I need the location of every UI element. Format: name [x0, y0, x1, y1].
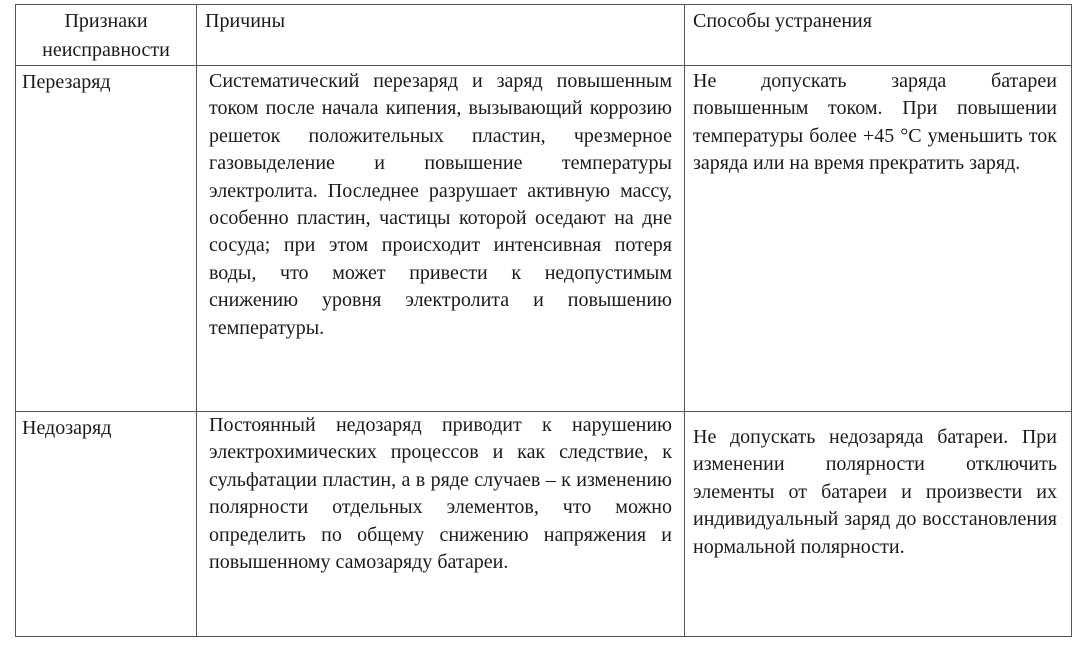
faults-table — [15, 4, 1072, 637]
cause-cell — [197, 412, 685, 637]
fault-cause: Постоянный недозаряд приводит к нарушению электрохимических процессов и как следствие, к сульфатации пластин, а в ряде случаев – к изменению полярности отдельных элементов, что можно определить по общему снижению напряжения и повышенному самозаряду батареи. — [209, 414, 672, 574]
table-row — [16, 412, 1072, 637]
table-header-row — [16, 5, 1072, 66]
header-remedies: Способы устранения — [693, 10, 872, 32]
table-row — [16, 66, 1072, 412]
fault-sign: Перезаряд — [22, 71, 111, 93]
fault-remedy: Не допускать недозаряда батареи. При изменении полярности отключить элементы от батареи и произвести их индивидуальный заряд до восстановления нормальной полярности. — [693, 426, 1057, 558]
cause-cell — [197, 66, 685, 412]
header-cell-signs — [16, 5, 197, 66]
fault-sign: Недозаряд — [22, 417, 112, 439]
header-cell-remedies — [685, 5, 1072, 66]
header-causes: Причины — [205, 10, 286, 32]
fault-cause: Систематический перезаряд и заряд повышенным током после начала кипения, вызывающий коррозию решеток положительных пластин, чрезмерное газовыделение и повышение температуры электролита. Последнее разрушает активную массу, особенно пластин, частицы которой оседают на дне сосуда; при этом происходит интенсивная потеря воды, что может привести к недопустимым снижению уровня электролита и повышению температуры. — [209, 70, 672, 339]
fault-remedy: Не допускать заряда батареи повышенным током. При повышении температуры более +45 °С уменьшить ток заряда или на время прекратить заряд. — [693, 70, 1057, 175]
sign-cell — [16, 412, 197, 637]
sign-cell — [16, 66, 197, 412]
header-cell-causes — [197, 5, 685, 66]
header-signs: Признаки неисправности — [42, 10, 170, 61]
remedy-cell — [685, 66, 1072, 412]
remedy-cell — [685, 412, 1072, 637]
